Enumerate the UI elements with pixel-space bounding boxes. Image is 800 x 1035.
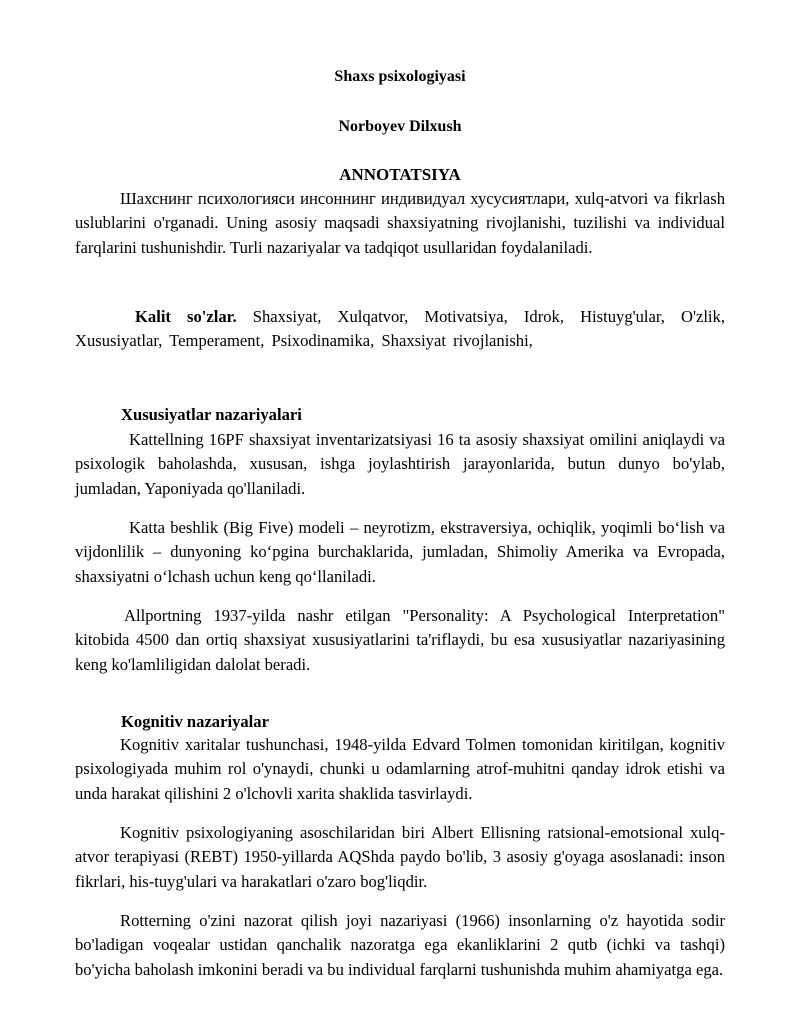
cognitive-theories-heading: Kognitiv nazariyalar [121, 712, 269, 731]
traits-paragraph-2: Katta beshlik (Big Five) modeli – neyrotizm, ekstraversiya, ochiqlik, yoqimli bo‘lish va vijdonlilik – dunyoning ko‘pgina burchaklarida, jumladan, Shimoliy Amerika va Evropada, shaxsiyatni o‘lchash uchun keng qo‘llaniladi. [75, 518, 725, 586]
annotation-heading: ANNOTATSIYA [339, 165, 461, 184]
traits-paragraph-3: Allportning 1937-yilda nashr etilgan "Personality: A Psychological Interpretation" kitobida 4500 dan ortiq shaxsiyat xususiyatlarini ta'riflaydi, bu esa xususiyatlar nazariyasining keng ko'lamliligidan dalolat beradi. [75, 606, 725, 674]
keywords-paragraph [75, 305, 725, 354]
traits-theories-heading: Xususiyatlar nazariyalari [121, 405, 302, 424]
cognitive-paragraph-2: Kognitiv psixologiyaning asoschilaridan biri Albert Ellisning ratsional-emotsional xulq-atvor terapiyasi (REBT) 1950-yillarda AQShda paydo bo'lib, 3 asosiy g'oyaga asoslanadi: inson fikrlari, his-tuyg'ulari va harakatlari o'zaro bog'liqdir. [75, 823, 725, 891]
document-title: Shaxs psixologiyasi [334, 68, 466, 85]
cognitive-paragraph-3: Rotterning o'zini nazorat qilish joyi nazariyasi (1966) insonlarning o'z hayotida sodir bo'ladigan voqealar ustidan qanchalik nazoratga ega ekanliklarini 2 qutb (ichki va tashqi) bo'yicha baholash imkonini beradi va bu individual farqlarni tushunishda muhim ahamiyatga ega. [75, 911, 725, 979]
keywords-list: Shaxsiyat, Xulqatvor, Motivatsiya, Idrok, Histuyg'ular, O'zlik, Xususiyatlar, Temperament, Psixodinamika, Shaxsiyat rivojlanishi, [75, 307, 725, 351]
cognitive-paragraph-1: Kognitiv xaritalar tushunchasi, 1948-yilda Edvard Tolmen tomonidan kiritilgan, kognitiv psixologiyada muhim rol o'ynaydi, chunki u odamlarning atrof-muhitni qanday idrok etishi va unda harakat qilishini 2 o'lchovli xarita shaklida tasvirlaydi. [75, 735, 725, 803]
author-name: Norboyev Dilxush [338, 118, 462, 135]
keywords-label: Kalit so'zlar. [135, 307, 237, 326]
traits-paragraph-1: Kattellning 16PF shaxsiyat inventarizatsiyasi 16 ta asosiy shaxsiyat omilini aniqlaydi va psixologik baholashda, xususan, ishga joylashtirish jarayonlarida, butun dunyo bo'ylab, jumladan, Yaponiyada qo'llaniladi. [75, 430, 725, 498]
abstract-paragraph: Шахснинг психологияси инсоннинг индивидуал хусусиятлари, xulq-atvori va fikrlash uslublarini o'rganadi. Uning asosiy maqsadi shaxsiyatning rivojlanishi, tuzilishi va individual farqlarini tushunishdir. Turli nazariyalar va tadqiqot usullaridan foydalaniladi. [75, 189, 725, 257]
